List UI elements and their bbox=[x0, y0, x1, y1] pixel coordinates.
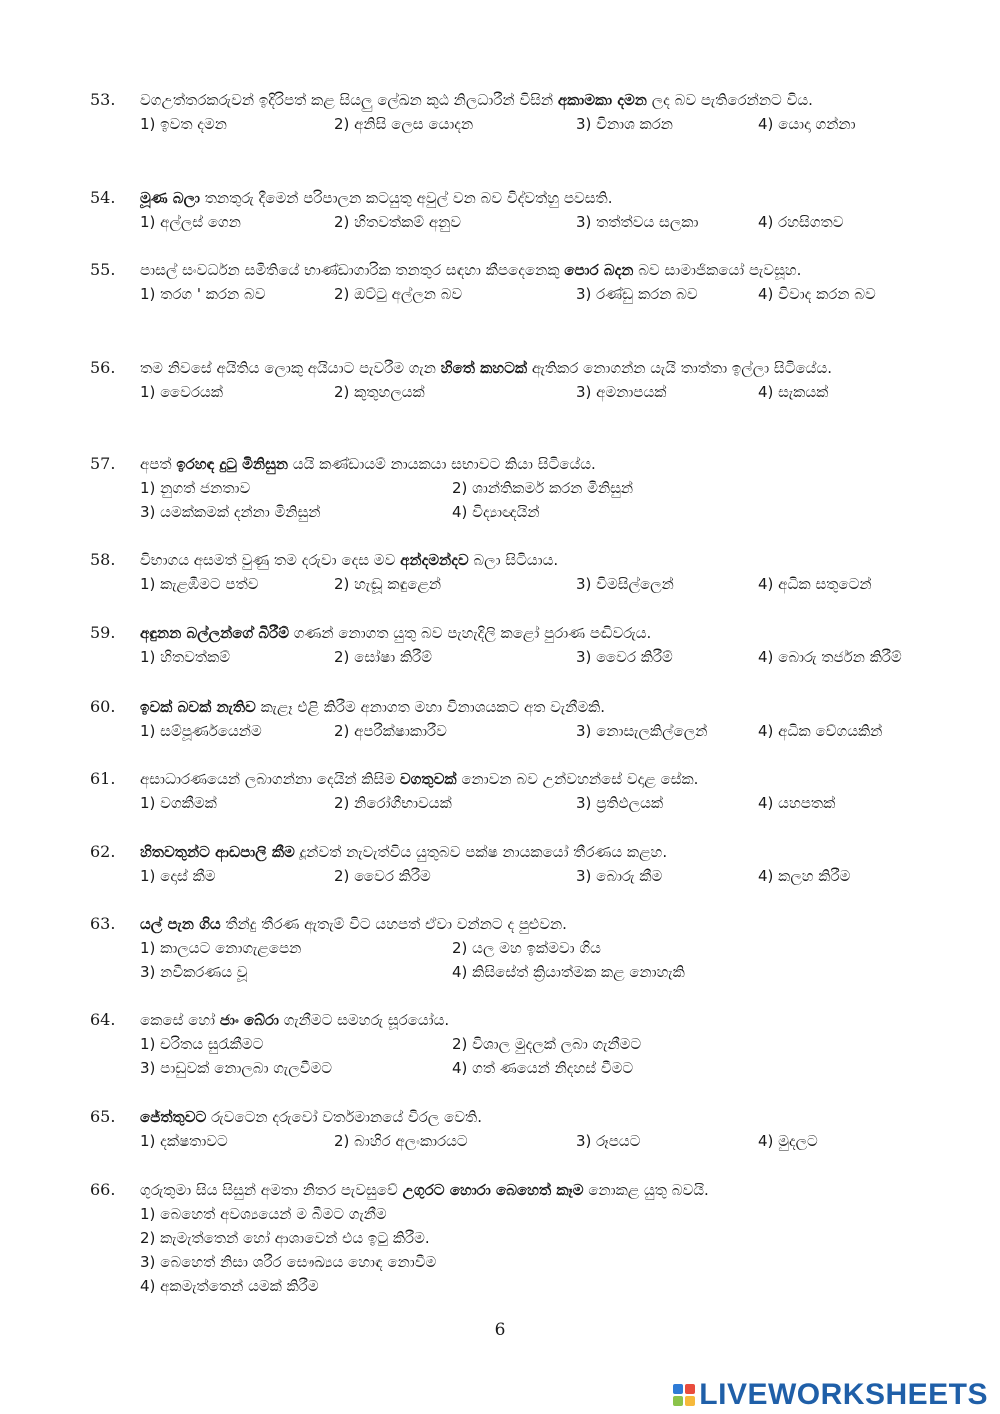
highlighted-phrase: හිතවතුන්ට ආඩපාලි කීම bbox=[140, 843, 295, 861]
question-body bbox=[140, 621, 920, 669]
question-body bbox=[140, 356, 920, 404]
answer-option-2[interactable]: 2) කැමැත්තෙන් හෝ ආශාවෙන් එය ඉටු කිරීම. bbox=[140, 1229, 430, 1247]
answer-option-4[interactable]: 4) අධික සතුටෙන් bbox=[758, 575, 872, 593]
highlighted-phrase: ජාං බේරා bbox=[219, 1011, 279, 1029]
question-stem bbox=[140, 621, 920, 645]
answer-option-4[interactable]: 4) විවාද කරන බව bbox=[758, 285, 876, 303]
stem-text: කෙසේ හෝ bbox=[140, 1011, 220, 1029]
answer-option-3[interactable]: 3) නොසැලකිල්ලෙන් bbox=[576, 722, 708, 740]
answer-option-4[interactable]: 4) සැකයක් bbox=[758, 383, 829, 401]
question-stem bbox=[140, 695, 920, 719]
highlighted-phrase: අන්දමන්දව bbox=[400, 551, 469, 569]
question-number: 54. bbox=[90, 188, 116, 207]
stem-text: නොකළ යුතු බවයි. bbox=[583, 1181, 709, 1199]
highlighted-phrase: වගතුවක් bbox=[399, 770, 457, 788]
answer-option-2[interactable]: 2) කුතුහලයක් bbox=[334, 383, 425, 401]
answer-option-4[interactable]: 4) ගත් ණයෙන් නිදහස් වීමට bbox=[452, 1059, 634, 1077]
answer-option-4[interactable]: 4) යොදා ගන්නා bbox=[758, 115, 856, 133]
question-number: 56. bbox=[90, 358, 116, 377]
question-stem bbox=[140, 767, 920, 791]
answer-option-2[interactable]: 2) විශාල මුදලක් ලබා ගැනීමට bbox=[452, 1035, 642, 1053]
answer-option-2[interactable]: 2) සෝෂා කිරීම් bbox=[334, 648, 432, 666]
question-stem bbox=[140, 1105, 920, 1129]
question-body bbox=[140, 912, 920, 984]
stem-text: බව සාමාජිකයෝ පැවසූහ. bbox=[633, 261, 802, 279]
question-stem bbox=[140, 912, 920, 936]
answer-option-1[interactable]: 1) බෙහෙත් අවශ්‍යයෙන් ම බීමට ගැනීම bbox=[140, 1205, 387, 1223]
answer-options bbox=[140, 791, 920, 815]
highlighted-phrase: හිතේ කහටක් bbox=[440, 359, 528, 377]
question-body bbox=[140, 767, 920, 815]
stem-text: ගැනීමට සමහරු සූරයෝය. bbox=[278, 1011, 450, 1029]
stem-text: තම නිවසේ අයිතිය ලොකු අයියාට පැවරීම ගැන bbox=[140, 359, 441, 377]
question-body bbox=[140, 1178, 920, 1298]
answer-option-4[interactable]: 4) රහසිගතව bbox=[758, 213, 844, 231]
question-number: 55. bbox=[90, 260, 116, 279]
question-body bbox=[140, 452, 920, 524]
answer-option-3[interactable]: 3) තත්ත්වය සලකා bbox=[576, 213, 699, 231]
question-number: 65. bbox=[90, 1107, 116, 1126]
question-stem bbox=[140, 186, 920, 210]
answer-option-1[interactable]: 1) වෛරයක් bbox=[140, 383, 223, 401]
question-number: 66. bbox=[90, 1180, 116, 1199]
answer-option-1[interactable]: 1) ඉවත දමන bbox=[140, 115, 227, 133]
answer-option-1[interactable]: 1) අල්ලස් ගෙන bbox=[140, 213, 241, 231]
question-number: 58. bbox=[90, 550, 116, 569]
highlighted-phrase: ජේත්තුවට bbox=[140, 1108, 207, 1126]
answer-options bbox=[140, 380, 920, 404]
answer-options bbox=[140, 572, 920, 596]
stem-text: වගඋත්තරකරුවන් ඉදිරිපත් කළ සියලු ලේඛන කුඨ නිලධාරීන් විසින් bbox=[140, 91, 558, 109]
stem-text: බලා සිටියාය. bbox=[468, 551, 559, 569]
highlighted-phrase: ඉරහඳ දුටු මිනිසුන bbox=[176, 455, 289, 473]
answer-options bbox=[140, 1129, 920, 1153]
stem-text: පාසල් සංවර්ධන සමිතියේ භාණ්ඩාගාරික තනතුර සඳහා කීපදෙනෙකු bbox=[140, 261, 565, 279]
answer-option-3[interactable]: 3) බොරු කීම bbox=[576, 867, 663, 885]
answer-option-2[interactable]: 2) වෛර කිරීම bbox=[334, 867, 431, 885]
highlighted-phrase: යල් පැන ගිය bbox=[140, 915, 221, 933]
answer-option-2[interactable]: 2) ඔට්ටු අල්ලන බව bbox=[334, 285, 463, 303]
answer-option-3[interactable]: 3) විනාශ කරන bbox=[576, 115, 673, 133]
answer-option-1[interactable]: 1) දක්ෂතාවට bbox=[140, 1132, 228, 1150]
answer-option-1[interactable]: 1) දොස් කීම bbox=[140, 867, 216, 885]
answer-option-3[interactable]: 3) ප්‍රතිඵලයක් bbox=[576, 794, 664, 812]
answer-option-3[interactable]: 3) යමක්කමක් දන්නා මිනිසුන් bbox=[140, 503, 321, 521]
answer-option-2[interactable]: 2) යල මහ ඉක්මවා ගිය bbox=[452, 939, 601, 957]
question-stem bbox=[140, 356, 920, 380]
answer-option-3[interactable]: 3) පාඩුවක් නොලබා ගැලවීමට bbox=[140, 1059, 333, 1077]
question-body bbox=[140, 88, 920, 136]
answer-option-4[interactable]: 4) අධික වේගයකින් bbox=[758, 722, 883, 740]
question-stem bbox=[140, 1008, 920, 1032]
answer-option-2[interactable]: 2) නිරෝගීභාවයක් bbox=[334, 794, 452, 812]
answer-option-3[interactable]: 3) විමසිල්ලෙන් bbox=[576, 575, 674, 593]
highlighted-phrase: මූණ බලා bbox=[140, 189, 200, 207]
question-number: 62. bbox=[90, 842, 116, 861]
answer-option-4[interactable]: 4) කිසිසේත් ක්‍රියාත්මක කළ නොහැකි bbox=[452, 963, 685, 981]
highlighted-phrase: අඳුනන බල්ලන්ගේ බිරීම් bbox=[140, 624, 290, 642]
page-number: 6 bbox=[494, 1320, 506, 1340]
stem-text: විභාගය අසමත් වුණු තම දරුවා දෙස මව bbox=[140, 551, 401, 569]
question-number: 63. bbox=[90, 914, 116, 933]
question-body bbox=[140, 186, 920, 234]
answer-options bbox=[140, 936, 920, 984]
question-number: 64. bbox=[90, 1010, 116, 1029]
question-number: 60. bbox=[90, 697, 116, 716]
answer-option-1[interactable]: 1) නුගත් ජනතාව bbox=[140, 479, 251, 497]
question-stem bbox=[140, 88, 920, 112]
question-body bbox=[140, 840, 920, 888]
answer-option-1[interactable]: 1) වගකීමක් bbox=[140, 794, 217, 812]
answer-option-3[interactable]: 3) බෙහෙත් නිසා ශරීර සෞඛ්‍යය හොඳ නොවීම bbox=[140, 1253, 437, 1271]
liveworksheets-logo[interactable] bbox=[673, 1380, 988, 1410]
highlighted-phrase: ඉවක් බවක් නැතිව bbox=[140, 698, 256, 716]
stem-text: තනතුරු දීමෙන් පරිපාලන කටයුතු අවුල් වන බව විද්වත්හු පවසති. bbox=[199, 189, 613, 207]
highlighted-phrase: උගුරට හොරා බෙහෙත් කෑම bbox=[402, 1181, 584, 1199]
answer-option-1[interactable]: 1) කැළඹීමට පත්ව bbox=[140, 575, 259, 593]
question-number: 61. bbox=[90, 769, 116, 788]
answer-option-3[interactable]: 3) රූපයට bbox=[576, 1132, 641, 1150]
answer-option-3[interactable]: 3) නවීකරණය වූ bbox=[140, 963, 248, 981]
answer-option-4[interactable]: 4) යහපතක් bbox=[758, 794, 836, 812]
liveworksheets-mark-icon bbox=[673, 1384, 695, 1406]
answer-option-4[interactable]: 4) විද්‍යාඥයින් bbox=[452, 503, 540, 521]
question-stem bbox=[140, 840, 920, 864]
stem-text: යයි කණ්ඩායම් නායකයා සභාවට කියා සිටියේය. bbox=[288, 455, 596, 473]
answer-option-2[interactable]: 2) අනිසි ලෙස යොදන bbox=[334, 115, 474, 133]
answer-option-4[interactable]: 4) බොරු තර්ජන කිරීම් bbox=[758, 648, 902, 666]
question-number: 59. bbox=[90, 623, 116, 642]
answer-option-2[interactable]: 2) හිතවත්කම් අනුව bbox=[334, 213, 462, 231]
stem-text: ගුරුතුමා සිය සිසුන් අමතා නිතර පැවසුවේ bbox=[140, 1181, 403, 1199]
question-body bbox=[140, 1105, 920, 1153]
answer-option-1[interactable]: 1) හිතවත්කම් bbox=[140, 648, 231, 666]
answer-option-2[interactable]: 2) ශාන්තිකර්ම කරන මිනිසුන් bbox=[452, 479, 634, 497]
answer-options bbox=[140, 282, 920, 306]
question-body bbox=[140, 1008, 920, 1080]
stem-text: කැළෑ එළි කිරීම අනාගත මහා විනාශයකට අත වැනීමකි. bbox=[255, 698, 606, 716]
answer-option-2[interactable]: 2) හැඬූ කඳුළෙන් bbox=[334, 575, 442, 593]
answer-option-1[interactable]: 1) කාලයට නොගැළපෙන bbox=[140, 939, 302, 957]
stem-text: රුවටෙන දරුවෝ වර්තමානයේ විරල වෙති. bbox=[206, 1108, 482, 1126]
stem-text: ලද බව පැතිරෙන්නට විය. bbox=[646, 91, 813, 109]
question-stem bbox=[140, 548, 920, 572]
answer-options bbox=[140, 476, 920, 524]
brand-name: LIVEWORKSHEETS bbox=[699, 1378, 988, 1411]
stem-text: දූන්වත් නැවැත්විය යුතුබව පක්ෂ නායකයෝ තීරණය කළහ. bbox=[294, 843, 668, 861]
answer-option-3[interactable]: 3) රණ්ඩු කරන බව bbox=[576, 285, 698, 303]
answer-options bbox=[140, 864, 920, 888]
answer-option-3[interactable]: 3) අමනාපයක් bbox=[576, 383, 667, 401]
stem-text: නොවන බව උන්වහන්සේ වදාළ සේක. bbox=[456, 770, 699, 788]
question-number: 53. bbox=[90, 90, 116, 109]
answer-option-4[interactable]: 4) මුදලට bbox=[758, 1132, 818, 1150]
question-body bbox=[140, 695, 920, 743]
stem-text: ඇතිකර නොගන්න යැයි තාත්තා ඉල්ලා සිටියේය. bbox=[527, 359, 833, 377]
answer-option-1[interactable]: 1) සම්පූර්ණයෙන්ම bbox=[140, 722, 262, 740]
answer-option-1[interactable]: 1) චරිතය සුරැකීමට bbox=[140, 1035, 264, 1053]
answer-options bbox=[140, 719, 920, 743]
answer-options bbox=[140, 210, 920, 234]
answer-option-2[interactable]: 2) බාහිර අලංකාරයට bbox=[334, 1132, 468, 1150]
answer-option-2[interactable]: 2) අපරීක්ෂාකාරීව bbox=[334, 722, 447, 740]
stem-text: අසාධාරණයෙන් ලබාගන්නා දෙයින් කිසිම bbox=[140, 770, 400, 788]
stem-text: තීන්දු තීරණ ඇතැම් විට යහපත් ඒවා වන්නට ද පුළුවන. bbox=[220, 915, 567, 933]
question-stem bbox=[140, 452, 920, 476]
question-body bbox=[140, 258, 920, 306]
stem-text: අපත් bbox=[140, 455, 177, 473]
question-number: 57. bbox=[90, 454, 116, 473]
answer-option-1[interactable]: 1) තරග ' කරන බව bbox=[140, 285, 266, 303]
answer-options bbox=[140, 645, 920, 669]
question-stem bbox=[140, 258, 920, 282]
highlighted-phrase: පොර බදන bbox=[564, 261, 634, 279]
answer-options bbox=[140, 1032, 920, 1080]
answer-options bbox=[140, 1202, 920, 1298]
answer-option-3[interactable]: 3) වෛර කිරීම් bbox=[576, 648, 673, 666]
answer-options bbox=[140, 112, 920, 136]
stem-text: ගණන් නොගත යුතු බව පැහැදිලි කළෝ පුරාණ පඬිවරුය. bbox=[289, 624, 652, 642]
question-stem bbox=[140, 1178, 920, 1202]
highlighted-phrase: අකාමකා දමන bbox=[557, 91, 647, 109]
question-body bbox=[140, 548, 920, 596]
answer-option-4[interactable]: 4) අකමැත්තෙන් යමක් කිරීම bbox=[140, 1277, 319, 1295]
answer-option-4[interactable]: 4) කලහ කිරීම bbox=[758, 867, 851, 885]
